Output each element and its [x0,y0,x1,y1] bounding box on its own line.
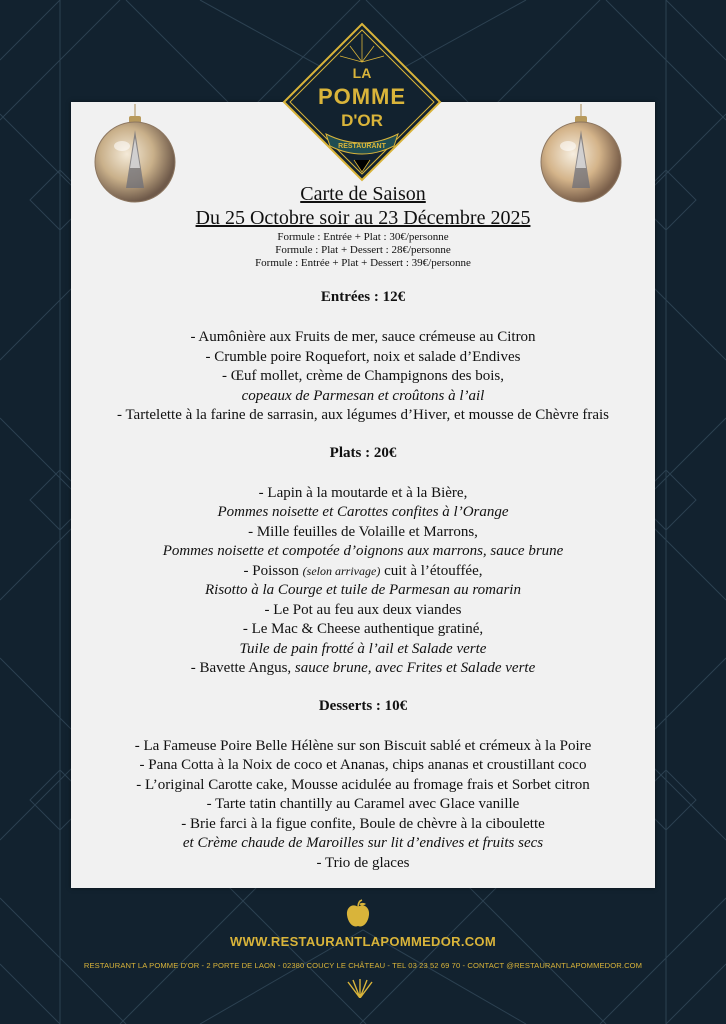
list-item: - Aumônière aux Fruits de mer, sauce crémeuse au Citron [190,329,536,345]
svg-text:RESTAURANT: RESTAURANT [338,143,386,150]
list-item: - Tartelette à la farine de sarrasin, aux légumes d’Hiver, et mousse de Chèvre frais [116,407,610,423]
item-detail: Risotto à la Courge et tuile de Parmesan au romarin [205,582,521,598]
menu-dates: Du 25 Octobre soir au 23 Décembre 2025 [195,207,531,229]
footer-address: RESTAURANT LA POMME D'OR - 2 PORTE DE LAON - 02380 COUCY LE CHÂTEAU - TEL 03 23 52 69 70 - CONTACT @RESTAURANTLAPOMMEDOR.COM [83,961,643,970]
list-item: - Œuf mollet, crème de Champignons des bois, [221,368,505,384]
svg-text:D'OR: D'OR [341,111,383,130]
svg-text:POMME: POMME [317,84,407,109]
item-detail: copeaux de Parmesan et croûtons à l’ail [241,387,485,404]
list-item [71,834,655,854]
item-detail: Pommes noisette et compotée d’oignons aux marrons, sauce brune [162,543,564,559]
desserts-list [71,737,655,874]
formula-item: Formule : Entrée + Plat : 30€/personne [277,231,449,243]
svg-text:LA: LA [352,65,372,81]
item-detail: et Crème chaude de Maroilles sur lit d’endives et fruits secs [182,835,544,851]
list-item: - Lapin à la moutarde et à la Bière, [258,484,468,501]
item-name-end: cuit à l’étouffée, [380,562,483,579]
item-detail: Tuile de pain frotté à l’ail et Salade verte [239,640,487,657]
list-item [71,562,655,582]
formula-item: Formule : Plat + Dessert : 28€/personne [275,244,451,256]
menu-title: Carte de Saison [300,183,426,205]
list-item: - L’original Carotte cake, Mousse acidulée au fromage frais et Sorbet citron [136,776,590,793]
item-detail: Pommes noisette et Carottes confites à l’Orange [217,504,509,520]
apple-icon [345,899,371,929]
plats-list [71,484,655,679]
list-item [71,542,655,562]
list-item [71,387,655,407]
item-detail: sauce brune, avec Frites et Salade verte [294,660,536,676]
list-item: - Crumble poire Roquefort, noix et salade d’Endives [205,348,521,365]
restaurant-logo [282,22,442,182]
list-item: - La Fameuse Poire Belle Hélène sur son Biscuit sablé et crémeux à la Poire [134,737,592,754]
list-item [71,503,655,523]
section-title-plats: Plats : 20€ [329,444,397,461]
list-item: - Le Mac & Cheese authentique gratiné, [242,621,484,637]
list-item [71,581,655,601]
item-name: - Poisson [243,562,303,579]
item-name: - Bavette Angus, [190,660,295,676]
list-item [71,640,655,660]
section-title-desserts: Desserts : 10€ [318,697,408,714]
list-item: - Le Pot au feu aux deux viandes [264,601,462,618]
website-link[interactable]: WWW.RESTAURANTLAPOMMEDOR.COM [230,934,496,949]
list-item: - Tarte tatin chantilly au Caramel avec Glace vanille [206,796,520,812]
list-item: - Mille feuilles de Volaille et Marrons, [248,523,478,540]
list-item [71,659,655,679]
list-item: - Pana Cotta à la Noix de coco et Ananas, chips ananas et croustillant coco [139,757,587,773]
item-note: (selon arrivage) [302,563,381,578]
list-item: - Brie farci à la figue confite, Boule de chèvre à la ciboulette [181,815,545,832]
formula-item: Formule : Entrée + Plat + Dessert : 39€/personne [255,257,471,269]
formula-list [71,231,655,270]
list-item: - Trio de glaces [316,854,410,871]
art-deco-fan-icon [345,978,375,998]
entrees-list [71,328,655,426]
section-title-entrees: Entrées : 12€ [320,289,406,305]
menu-content [71,182,655,873]
